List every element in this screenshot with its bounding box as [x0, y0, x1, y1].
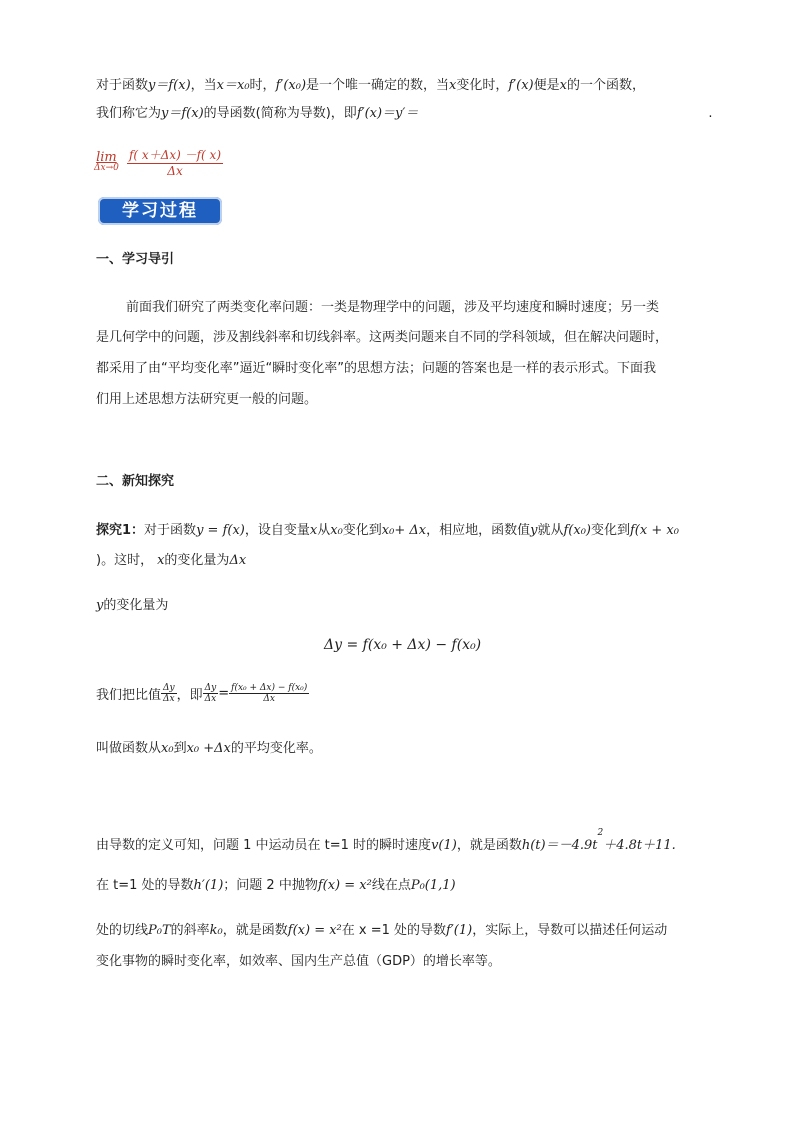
math: x＝x₀ — [216, 78, 250, 93]
text: ，即 — [176, 688, 203, 703]
text: 从 — [317, 523, 331, 538]
dy-formula: Δy = f(x₀ + Δx) − f(x₀) — [324, 637, 482, 653]
math: f(x) = x² — [317, 878, 372, 893]
text: 的导函数(简称为导数)，即 — [203, 106, 357, 121]
text: 在 x =1 处的导数 — [341, 923, 447, 938]
math: x — [157, 553, 165, 568]
text: 线在点 — [371, 878, 411, 893]
derivative-line-1 — [96, 828, 676, 853]
text: 的平均变化率。 — [230, 741, 322, 756]
dy-label — [96, 594, 168, 613]
text: 我们把比值 — [96, 688, 162, 703]
text: 的变化量为 — [103, 598, 169, 613]
limit-operator — [94, 151, 119, 173]
text: 到 — [173, 741, 187, 756]
avg-rate-line — [96, 737, 322, 756]
denominator: Δx — [263, 694, 275, 704]
text: 的斜率 — [170, 923, 210, 938]
math: f′(x) — [508, 78, 534, 93]
math: v(1) — [431, 838, 457, 853]
math: x — [559, 78, 567, 93]
math: k₀ — [209, 923, 223, 938]
math: P₀(1,1) — [410, 878, 456, 893]
math: P₀T — [148, 923, 171, 938]
intro-line-2 — [96, 102, 713, 121]
text: ；问题 2 中抛物 — [223, 878, 318, 893]
section1-para-1: 前面我们研究了两类变化率问题：一类是物理学中的问题，涉及平均速度和瞬时速度；另一类 — [126, 300, 660, 315]
text: 便是 — [533, 78, 560, 93]
text: 由导数的定义可知，问题 1 中运动员在 t=1 时的瞬时速度 — [96, 838, 432, 853]
text: 处的切线 — [96, 923, 149, 938]
text: 叫做函数从 — [96, 741, 162, 756]
lim: lim — [96, 150, 117, 165]
math: x₀ +Δx — [186, 741, 231, 756]
text: ，实际上，导数可以描述任何运动 — [472, 923, 668, 938]
text: ，就是函数 — [222, 923, 288, 938]
math: y＝f(x) — [161, 106, 204, 121]
math: y — [530, 523, 538, 538]
numerator: f( x＋Δx) －f( x) — [128, 148, 222, 162]
text: 对于函数 — [144, 523, 197, 538]
derivative-line-4: 变化事物的瞬时变化率，如效率、国内生产总值（GDP）的增长率等。 — [96, 954, 501, 969]
math: ＋4.8t＋11. — [603, 838, 676, 853]
numerator: Δy — [204, 683, 217, 693]
math: h(t)＝－4.9t — [521, 838, 598, 853]
derivative-line-2 — [96, 874, 456, 893]
text: ，就是函数 — [456, 838, 522, 853]
math-sup: 2 — [597, 828, 604, 838]
denominator: Δx — [163, 694, 175, 704]
math: f′(1) — [446, 923, 473, 938]
ratio-line — [96, 683, 309, 704]
text: 时， — [249, 78, 276, 93]
text: 的变化量为 — [164, 553, 230, 568]
denominator: Δx — [204, 694, 217, 704]
math: f(x₀) — [563, 523, 591, 538]
explore-line-2 — [96, 549, 246, 568]
section1-heading: 一、学习导引 — [96, 252, 175, 267]
ratio-fraction-2 — [203, 683, 219, 704]
text: = — [218, 686, 230, 701]
numerator: Δy — [163, 683, 175, 693]
math: x₀+ Δx — [381, 523, 427, 538]
ratio-fraction-3 — [229, 683, 309, 704]
text: 是一个唯一确定的数，当 — [306, 78, 450, 93]
section1-para-4: 们用上述思想方法研究更一般的问题。 — [96, 392, 318, 407]
text: 变化时， — [456, 78, 509, 93]
text: 我们称它为 — [96, 106, 162, 121]
explore-label: 探究1： — [96, 523, 145, 538]
math: f′(x)＝y′＝ — [356, 106, 419, 121]
denominator: Δx — [167, 164, 183, 178]
section1-para-3: 都采用了由“平均变化率”逼近“瞬时变化率”的思想方法；问题的答案也是一样的表示形式。下面我 — [96, 361, 656, 376]
section2-heading: 二、新知探究 — [96, 474, 175, 489]
math: h′(1) — [193, 878, 224, 893]
math: Δx — [229, 553, 247, 568]
math: f(x + x₀ — [630, 523, 679, 538]
math: y＝f(x) — [148, 78, 191, 93]
answer-blank — [418, 116, 548, 117]
badge-label: 学习过程 — [122, 201, 198, 221]
math: x₀ — [161, 741, 174, 756]
section-badge — [98, 197, 222, 225]
text: 的一个函数， — [567, 78, 646, 93]
text: ，当 — [190, 78, 217, 93]
text: 变化到 — [342, 523, 382, 538]
math: x₀ — [330, 523, 343, 538]
text: 变化到 — [590, 523, 630, 538]
text: 对于函数 — [96, 78, 149, 93]
lim-sub: Δx→0 — [94, 163, 119, 173]
math: x — [309, 523, 318, 538]
text: ，设自变量 — [244, 523, 310, 538]
intro-line-1 — [96, 74, 645, 93]
numerator: f(x₀ + Δx) − f(x₀) — [231, 683, 308, 693]
math: f(x) = x² — [287, 923, 342, 938]
text: )。这时， — [96, 553, 154, 568]
math: f′(x₀) — [275, 78, 307, 93]
derivative-line-3 — [96, 919, 667, 938]
text: 在 t=1 处的导数 — [96, 878, 194, 893]
limit-formula — [94, 146, 223, 178]
text: 就从 — [537, 523, 564, 538]
explore-line-1 — [96, 519, 679, 538]
math: y — [96, 598, 104, 613]
section1-para-2: 是几何学中的问题，涉及割线斜率和切线斜率。这两类问题来自不同的学科领域，但在解决问题时， — [96, 330, 669, 345]
limit-fraction — [127, 146, 223, 178]
text: ，相应地，函数值 — [426, 523, 531, 538]
math: x — [449, 78, 457, 93]
ratio-fraction — [161, 683, 177, 704]
text: . — [708, 106, 713, 121]
math: y = f(x) — [196, 523, 245, 538]
